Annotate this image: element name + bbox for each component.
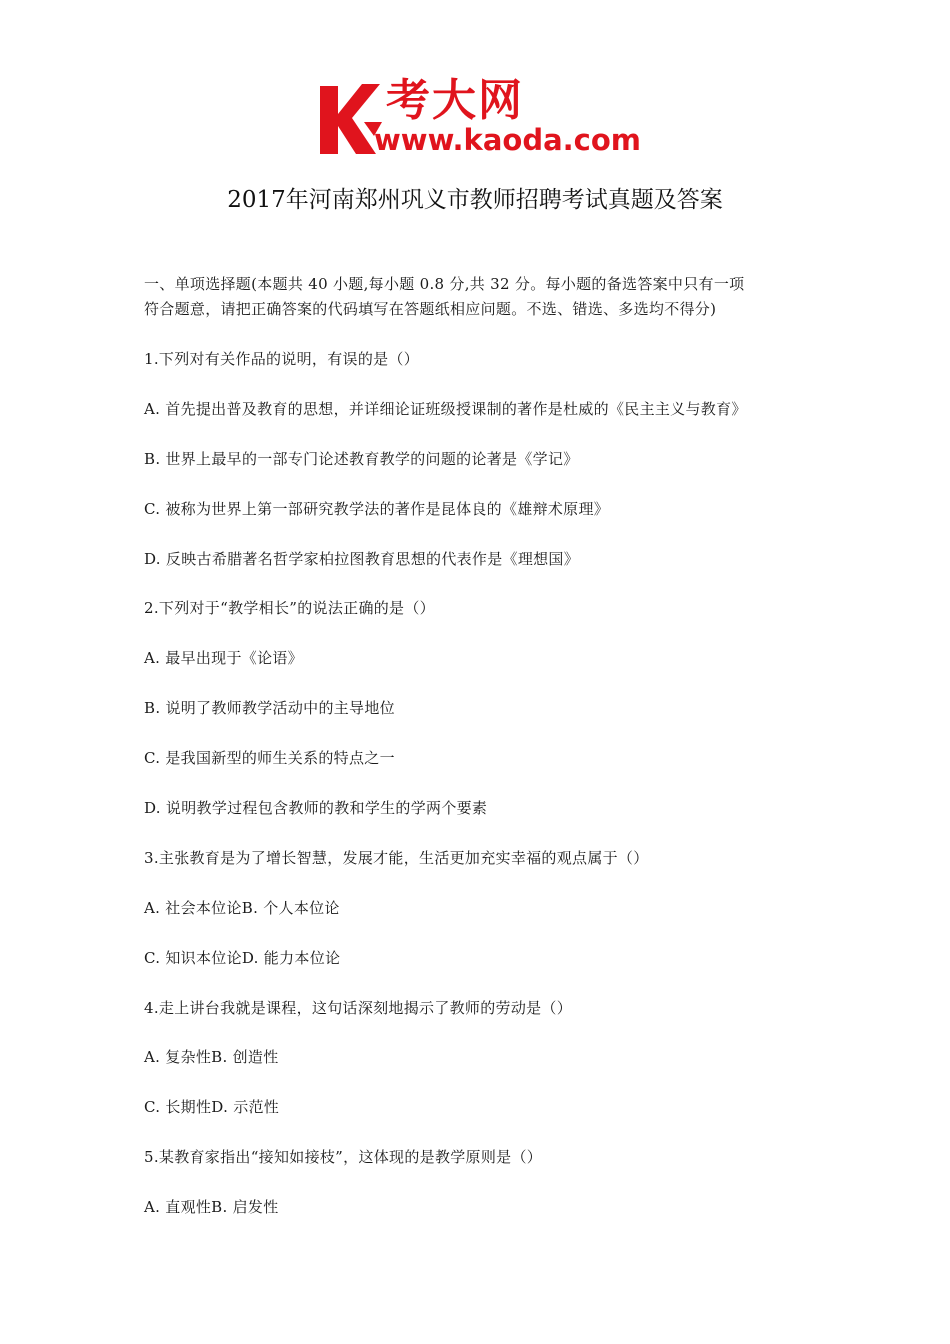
section-instructions [144, 272, 812, 322]
instructions-line: 符合题意，请把正确答案的代码填写在答题纸相应问题。不选、错选、多选均不得分) [144, 300, 717, 318]
document-title: 2017年河南郑州巩义市教师招聘考试真题及答案 [227, 187, 723, 213]
logo-url-text: www.kaoda.com [374, 123, 641, 157]
logo-brand-text: 考大网 [386, 75, 524, 126]
instructions-line: 一、单项选择题(本题共 40 小题,每小题 0.8 分,共 32 分。每小题的备选答案中只有一项 [144, 275, 745, 293]
question-stem: 3.主张教育是为了增长智慧，发展才能，生活更加充实幸福的观点属于（） [144, 848, 649, 867]
answer-option: C. 长期性D. 示范性 [144, 1098, 280, 1117]
answer-option: A. 直观性B. 启发性 [144, 1198, 279, 1217]
answer-option: A. 最早出现于《论语》 [144, 649, 303, 668]
answer-option: A. 复杂性B. 创造性 [144, 1048, 279, 1067]
answer-option: C. 被称为世界上第一部研究教学法的著作是昆体良的《雄辩术原理》 [144, 499, 610, 518]
answer-option: A. 首先提出普及教育的思想，并详细论证班级授课制的著作是杜威的《民主主义与教育》 [144, 399, 747, 418]
answer-option: C. 是我国新型的师生关系的特点之一 [144, 749, 395, 768]
answer-option: C. 知识本位论D. 能力本位论 [144, 948, 341, 967]
question-list [144, 346, 824, 1244]
question-stem: 5.某教育家指出“接知如接枝”，这体现的是教学原则是（） [144, 1148, 543, 1167]
answer-option: B. 世界上最早的一部专门论述教育教学的问题的论著是《学记》 [144, 449, 579, 468]
answer-option: D. 说明教学过程包含教师的教和学生的学两个要素 [144, 799, 488, 818]
answer-option: B. 说明了教师教学活动中的主导地位 [144, 699, 395, 718]
answer-option: A. 社会本位论B. 个人本位论 [144, 898, 340, 917]
question-stem: 4.走上讲台我就是课程，这句话深刻地揭示了教师的劳动是（） [144, 998, 573, 1017]
kaoda-logo[interactable] [316, 75, 641, 160]
question-stem: 2.下列对于“教学相长”的说法正确的是（） [144, 599, 435, 618]
answer-option: D. 反映古希腊著名哲学家柏拉图教育思想的代表作是《理想国》 [144, 549, 580, 568]
question-stem: 1.下列对有关作品的说明，有误的是（） [144, 350, 420, 368]
